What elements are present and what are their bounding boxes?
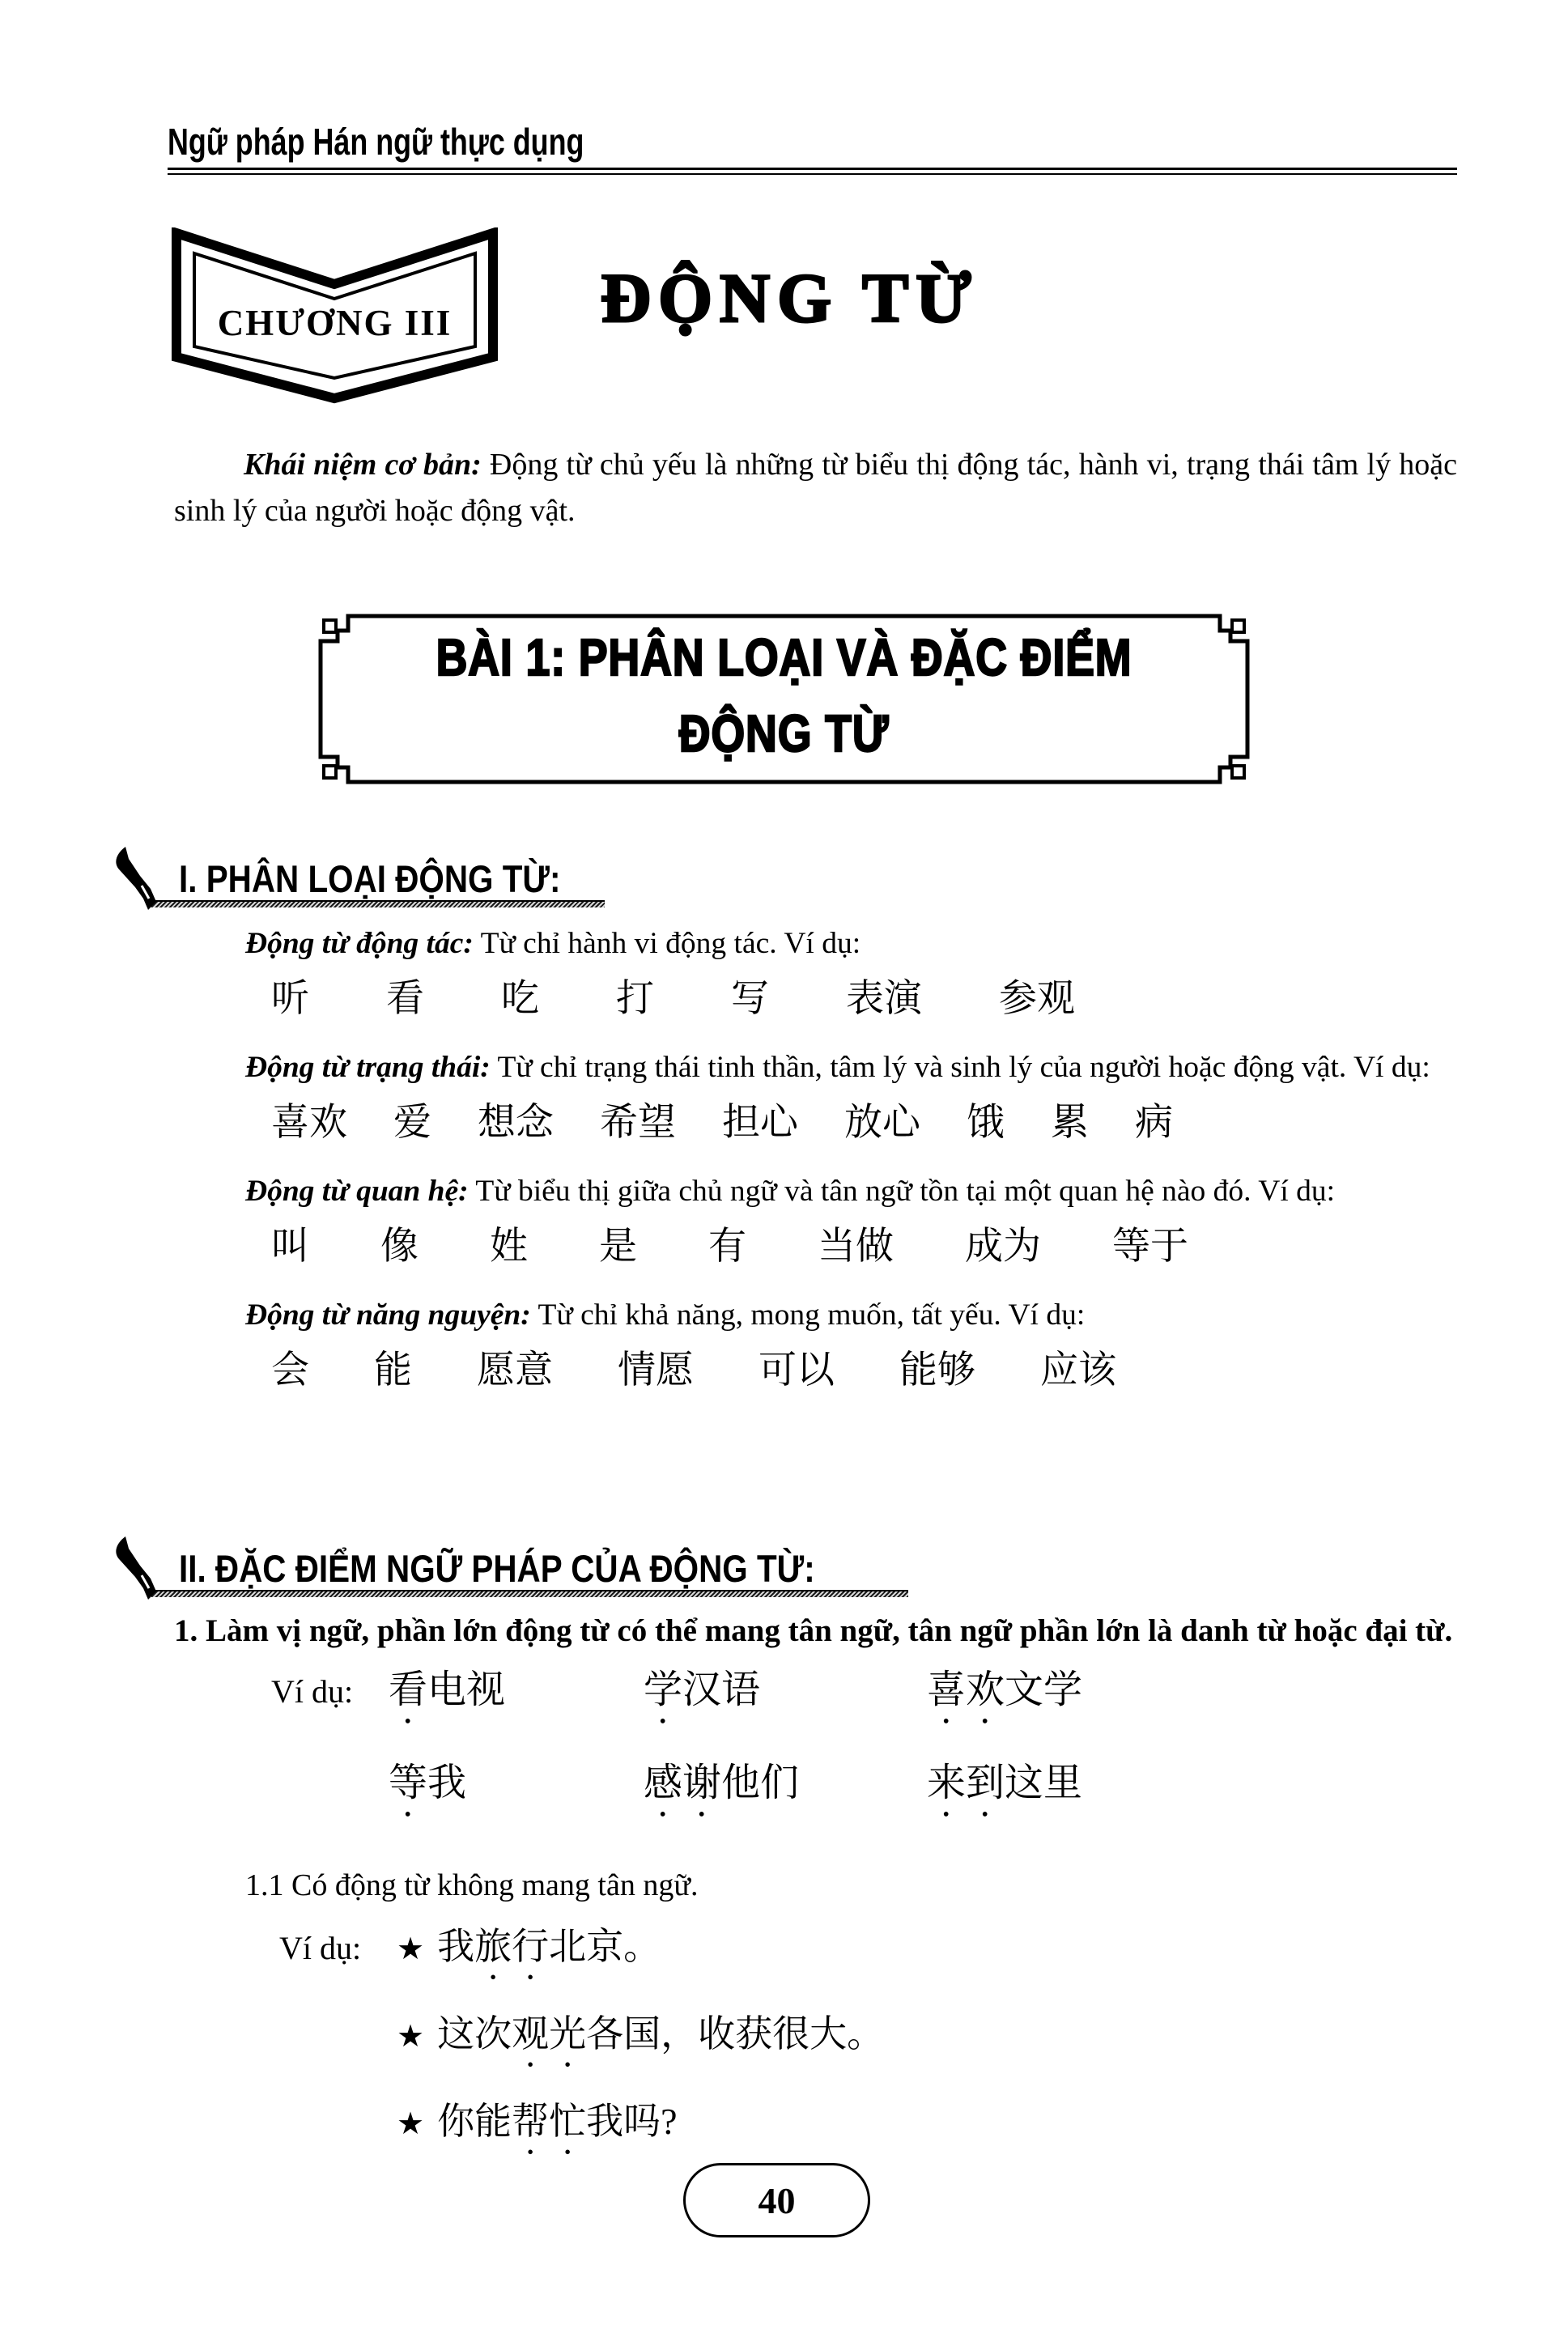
example-word: 希望 <box>600 1102 676 1144</box>
example-word: 爱 <box>393 1102 431 1144</box>
example-row <box>271 1102 1457 1144</box>
example-word <box>389 1761 644 1825</box>
object-part: 他们 <box>721 1761 800 1804</box>
example-word <box>927 1761 1457 1825</box>
pen-icon <box>114 847 158 912</box>
star-icon: ★ <box>397 1932 425 1966</box>
example-row <box>271 978 1457 1020</box>
section1-underline <box>151 900 605 907</box>
section-phan-loai <box>174 847 1457 1416</box>
sentence-part: 北京。 <box>549 1926 661 1967</box>
point-1-1: 1.1 Có động từ không mang tân ngữ. <box>245 1868 699 1902</box>
example-word: 愿意 <box>477 1349 553 1392</box>
sentence-part: 我 <box>437 1926 475 1967</box>
example-row <box>271 1349 1457 1392</box>
example-word: 能 <box>374 1349 412 1392</box>
star-example-sentence <box>397 2101 1457 2162</box>
example-word: 能够 <box>899 1349 975 1392</box>
object-part: 我 <box>427 1761 467 1804</box>
page-header <box>168 120 1457 175</box>
intro-text: Động từ chủ yếu là những từ biểu thị động tác, hành vi, trạng thái tâm lý hoặc sinh lý của người hoặc động vật. <box>174 448 1458 528</box>
sentence-part: 这次 <box>437 2013 512 2055</box>
example-word: 吃 <box>501 978 539 1020</box>
example-label: Ví dụ: <box>279 1930 362 1966</box>
page-number-pill <box>683 2163 870 2237</box>
example-word: 情愿 <box>618 1349 694 1392</box>
entry-lead: Động từ trạng thái: <box>245 1051 491 1084</box>
example-label: Ví dụ: <box>271 1673 354 1710</box>
entry-trang-thai <box>174 1044 1457 1144</box>
entry-desc: Từ chỉ trạng thái tinh thần, tâm lý và sinh lý của người hoặc động vật. Ví dụ: <box>497 1051 1430 1084</box>
running-head-title: Ngữ pháp Hán ngữ thực dụng <box>168 121 584 163</box>
object-part: 这里 <box>1005 1761 1083 1804</box>
entry-paragraph <box>174 920 1457 967</box>
example-word: 叫 <box>271 1226 309 1268</box>
example-word: 应该 <box>1040 1349 1116 1392</box>
section2-underline <box>151 1590 908 1597</box>
example-word: 有 <box>708 1226 746 1268</box>
entry-paragraph <box>174 1044 1457 1090</box>
lesson-title-line2: ĐỘNG TỪ <box>678 704 890 763</box>
example-word <box>389 1668 644 1732</box>
example-word: 成为 <box>965 1226 1041 1268</box>
emphasized-verb: 来到 <box>927 1761 1005 1804</box>
point-1: 1. Làm vị ngữ, phần lớn động từ có thể mang tân ngữ, tân ngữ phần lớn là danh từ hoặc đại từ. <box>174 1613 1453 1648</box>
lesson-title-line1: BÀI 1: PHÂN LOẠI VÀ ĐẶC ĐIỂM <box>436 628 1132 686</box>
example-word: 累 <box>1051 1102 1089 1144</box>
example-word: 担心 <box>722 1102 798 1144</box>
example-word <box>644 1761 927 1825</box>
sentence-part: 各国，收获很大。 <box>586 2013 885 2055</box>
star-example-sentence <box>397 2013 1457 2075</box>
intro-paragraph <box>174 442 1457 534</box>
chapter-title: ĐỘNG TỪ <box>601 259 979 337</box>
sentence-part: 我吗? <box>586 2101 678 2142</box>
star-example-grid <box>174 1926 1457 2162</box>
emphasized-verb: 看 <box>389 1668 428 1711</box>
example-word: 像 <box>380 1226 419 1268</box>
section2-heading: II. ĐẶC ĐIỂM NGỮ PHÁP CỦA ĐỘNG TỪ: <box>179 1547 815 1590</box>
object-part: 电视 <box>427 1668 506 1711</box>
intro-lead: Khái niệm cơ bản: <box>244 448 482 482</box>
header-rule <box>168 168 1457 175</box>
example-word <box>644 1668 927 1732</box>
example-word: 参观 <box>999 978 1075 1020</box>
example-word: 饿 <box>967 1102 1005 1144</box>
section1-heading-row <box>174 847 1457 900</box>
lesson-title-box <box>317 613 1251 785</box>
emphasized-verb: 帮忙 <box>512 2101 587 2142</box>
section1-heading: I. PHÂN LOẠI ĐỘNG TỪ: <box>179 857 561 900</box>
example-word: 等于 <box>1112 1226 1188 1268</box>
section1-body <box>174 920 1457 1392</box>
entry-lead: Động từ quan hệ: <box>245 1175 469 1208</box>
example-word: 看 <box>386 978 424 1020</box>
entry-nang-nguyen <box>174 1292 1457 1392</box>
emphasized-verb: 等 <box>389 1761 428 1804</box>
section-dac-diem <box>174 1536 1457 2162</box>
example-row <box>271 1226 1457 1268</box>
entry-dong-tac <box>174 920 1457 1020</box>
example-word: 听 <box>271 978 309 1020</box>
star-icon: ★ <box>397 2020 425 2054</box>
object-example-grid <box>174 1668 1457 1825</box>
entry-quan-he <box>174 1168 1457 1268</box>
entry-paragraph <box>174 1168 1457 1214</box>
star-icon: ★ <box>397 2107 425 2141</box>
example-word: 可以 <box>759 1349 835 1392</box>
example-word: 是 <box>599 1226 637 1268</box>
example-word: 当做 <box>818 1226 894 1268</box>
example-word: 打 <box>616 978 654 1020</box>
example-word: 想念 <box>478 1102 554 1144</box>
example-word: 写 <box>731 978 769 1020</box>
emphasized-verb: 感谢 <box>644 1761 722 1804</box>
emphasized-verb: 喜欢 <box>927 1668 1005 1711</box>
example-word <box>927 1668 1457 1732</box>
object-part: 文学 <box>1005 1668 1083 1711</box>
chapter-badge <box>171 227 499 404</box>
entry-desc: Từ biểu thị giữa chủ ngữ và tân ngữ tồn tại một quan hệ nào đó. Ví dụ: <box>475 1175 1336 1208</box>
example-word: 放心 <box>844 1102 920 1144</box>
entry-desc: Từ chỉ hành vi động tác. Ví dụ: <box>480 927 861 960</box>
emphasized-verb: 观光 <box>512 2013 587 2055</box>
page-number: 40 <box>758 2179 796 2221</box>
entry-lead: Động từ động tác: <box>245 927 474 960</box>
example-word: 表演 <box>846 978 922 1020</box>
entry-paragraph <box>174 1292 1457 1338</box>
entry-lead: Động từ năng nguyện: <box>245 1298 531 1332</box>
star-example-sentence <box>397 1926 1457 1987</box>
emphasized-verb: 学 <box>644 1668 683 1711</box>
sentence-part: 你能 <box>437 2101 512 2142</box>
object-part: 汉语 <box>682 1668 761 1711</box>
entry-desc: Từ chỉ khả năng, mong muốn, tất yếu. Ví dụ: <box>538 1298 1086 1332</box>
pen-icon <box>114 1536 158 1601</box>
example-word: 病 <box>1135 1102 1173 1144</box>
chapter-badge-label: CHƯƠNG III <box>217 303 453 343</box>
example-word: 会 <box>271 1349 309 1392</box>
example-word: 姓 <box>490 1226 528 1268</box>
section2-heading-row <box>174 1536 1457 1590</box>
example-word: 喜欢 <box>271 1102 347 1144</box>
emphasized-verb: 旅行 <box>474 1926 550 1967</box>
